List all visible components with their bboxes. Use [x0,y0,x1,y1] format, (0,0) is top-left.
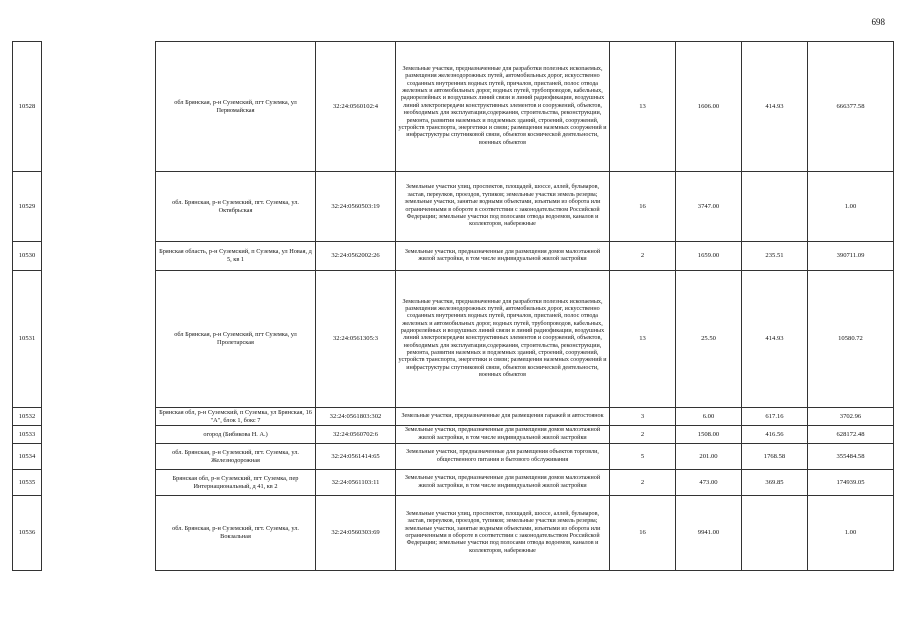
table-row [13,426,894,444]
address-cell: Брянская обл, р-н Суземский, пгт Суземка, пер Интернациональный, д 41, кв 2 [156,470,316,496]
use-category-cell: 5 [610,444,676,470]
cadastral-number-cell: 32:24:0560503:19 [316,172,396,242]
specific-value-cell: 1768.58 [742,444,808,470]
address-cell: обл Брянская, р-н Суземский, пгт Суземка, ул Первомайская [156,42,316,172]
address-cell: обл. Брянская, р-н Суземский, пгт. Суземка, ул. Вокзальная [156,496,316,571]
record-number-cell: 10531 [13,271,42,408]
cadastral-value-cell: 1.00 [808,172,894,242]
cadastral-number-cell: 32:24:0561103:11 [316,470,396,496]
blank-cell-cell [42,42,156,172]
area-cell: 25.50 [676,271,742,408]
specific-value-cell: 235.51 [742,242,808,271]
record-number-cell: 10533 [13,426,42,444]
permitted-use-cell: Земельные участки улиц, проспектов, площадей, шоссе, аллей, бульваров, застав, переулков, проездов, тупиков; земельные участки земель резерва; земельные участки, занятые водными объектами, изъятыми из оборота или ограниченными в обороте в соответствии с законодательством Российской Федерации; земельные участки под полосами отвода водоемов, каналов и коллекторов, набережные [396,496,610,571]
address-cell: Брянская обл, р-н Суземский, п Суземка, ул Брянская, 16 "А", блок 1, бокс 7 [156,408,316,426]
permitted-use-cell: Земельные участки, предназначенные для разработки полезных ископаемых, размещения железнодорожных путей, автомобильных дорог, искусственно созданных внутренних водных путей, причалов, пристаней, полос отвода железных и автомобильных дорог, водных путей, трубопроводов, кабельных, радиорелейных и воздушных линий связи и линий радиофикации, воздушных линий электропередачи конструктивных элементов и сооружений, объектов, необходимых для эксплуатации,содержания, строительства, реконструкции, ремонта, развития наземных и подземных зданий, строений, сооружений, устройств транспорта, энергетики и связи; размещения наземных сооружений и инфраструктуры спутниковой связи, объектов космической деятельности, военных объектов [396,42,610,172]
cadastral-number-cell: 32:24:0560303:69 [316,496,396,571]
address-cell: Брянская область, р-н Суземский, п Суземка, ул Новая, д 5, кв 1 [156,242,316,271]
area-cell: 6.00 [676,408,742,426]
area-cell: 3747.00 [676,172,742,242]
permitted-use-cell: Земельные участки, предназначенные для разработки полезных ископаемых, размещения железнодорожных путей, автомобильных дорог, искусственно созданных внутренних водных путей, причалов, пристаней, полос отвода железных и автомобильных дорог, водных путей, трубопроводов, кабельных, радиорелейных и воздушных линий связи и линий радиофикации, воздушных линий электропередачи конструктивных элементов и сооружений, объектов, необходимых для эксплуатации,содержания, строительства, реконструкции, ремонта, развития наземных и подземных зданий, строений, сооружений, устройств транспорта, энергетики и связи; размещения наземных сооружений и инфраструктуры спутниковой связи, объектов космической деятельности, военных объектов [396,271,610,408]
cadastral-number-cell: 32:24:0561305:3 [316,271,396,408]
cadastral-value-cell: 3702.96 [808,408,894,426]
use-category-cell: 13 [610,42,676,172]
table-row [13,408,894,426]
permitted-use-cell: Земельные участки улиц, проспектов, площадей, шоссе, аллей, бульваров, застав, переулков, проездов, тупиков; земельные участки земель резерва; земельные участки, занятые водными объектами, изъятыми из оборота или ограниченными в обороте в соответствии с законодательством Российской Федерации; земельные участки под полосами отвода водоемов, каналов и коллекторов, набережные [396,172,610,242]
permitted-use-cell: Земельные участки, предназначенные для размещения домов малоэтажной жилой застройки, в том числе индивидуальной жилой застройки [396,470,610,496]
address-cell: обл Брянская, р-н Суземский, пгт Суземка, ул Пролетарская [156,271,316,408]
blank-cell-cell [42,496,156,571]
table-row [13,172,894,242]
blank-cell-cell [42,426,156,444]
cadastral-value-cell: 1.00 [808,496,894,571]
table-row [13,242,894,271]
cadastral-value-cell: 174939.05 [808,470,894,496]
cadastral-value-cell: 666377.58 [808,42,894,172]
area-cell: 1606.00 [676,42,742,172]
specific-value-cell: 369.85 [742,470,808,496]
permitted-use-cell: Земельные участки, предназначенные для размещения объектов торговли, общественного питания и бытового обслуживания [396,444,610,470]
specific-value-cell [742,172,808,242]
specific-value-cell: 414.93 [742,271,808,408]
record-number-cell: 10528 [13,42,42,172]
cadastral-number-cell: 32:24:0560702:6 [316,426,396,444]
cadastral-value-cell: 390711.09 [808,242,894,271]
blank-cell-cell [42,444,156,470]
record-number-cell: 10534 [13,444,42,470]
area-cell: 201.00 [676,444,742,470]
record-number-cell: 10535 [13,470,42,496]
specific-value-cell: 416.56 [742,426,808,444]
permitted-use-cell: Земельные участки, предназначенные для размещения домов малоэтажной жилой застройки, в том числе индивидуальной жилой застройки [396,426,610,444]
blank-cell-cell [42,408,156,426]
table-row [13,470,894,496]
cadastral-number-cell: 32:24:0561803:302 [316,408,396,426]
cadastral-number-cell: 32:24:0560102:4 [316,42,396,172]
specific-value-cell: 414.93 [742,42,808,172]
use-category-cell: 3 [610,408,676,426]
address-cell: огород (Бибикова Н. А.) [156,426,316,444]
use-category-cell: 2 [610,242,676,271]
address-cell: обл. Брянская, р-н Суземский, пгт. Суземка, ул. Железнодорожная [156,444,316,470]
area-cell: 1659.00 [676,242,742,271]
blank-cell-cell [42,470,156,496]
table-row [13,42,894,172]
cadastral-value-cell: 628172.48 [808,426,894,444]
use-category-cell: 16 [610,496,676,571]
cadastral-number-cell: 32:24:0562002:26 [316,242,396,271]
table-row [13,444,894,470]
record-number-cell: 10530 [13,242,42,271]
cadastral-value-cell: 355484.58 [808,444,894,470]
record-number-cell: 10536 [13,496,42,571]
use-category-cell: 16 [610,172,676,242]
cadastral-number-cell: 32:24:0561414:65 [316,444,396,470]
area-cell: 473.00 [676,470,742,496]
address-cell: обл. Брянская, р-н Суземский, пгт. Суземка, ул. Октябрьская [156,172,316,242]
blank-cell-cell [42,172,156,242]
blank-cell-cell [42,242,156,271]
use-category-cell: 2 [610,426,676,444]
specific-value-cell: 617.16 [742,408,808,426]
permitted-use-cell: Земельные участки, предназначенные для размещения домов малоэтажной жилой застройки, в том числе индивидуальной жилой застройки [396,242,610,271]
cadastral-value-table [12,41,894,571]
table-row [13,496,894,571]
table-body [13,42,894,571]
use-category-cell: 2 [610,470,676,496]
use-category-cell: 13 [610,271,676,408]
specific-value-cell [742,496,808,571]
record-number-cell: 10532 [13,408,42,426]
table-row [13,271,894,408]
area-cell: 9941.00 [676,496,742,571]
page-number: 698 [871,17,885,27]
area-cell: 1508.00 [676,426,742,444]
blank-cell-cell [42,271,156,408]
cadastral-value-cell: 10580.72 [808,271,894,408]
permitted-use-cell: Земельные участки, предназначенные для размещения гаражей и автостоянок [396,408,610,426]
record-number-cell: 10529 [13,172,42,242]
